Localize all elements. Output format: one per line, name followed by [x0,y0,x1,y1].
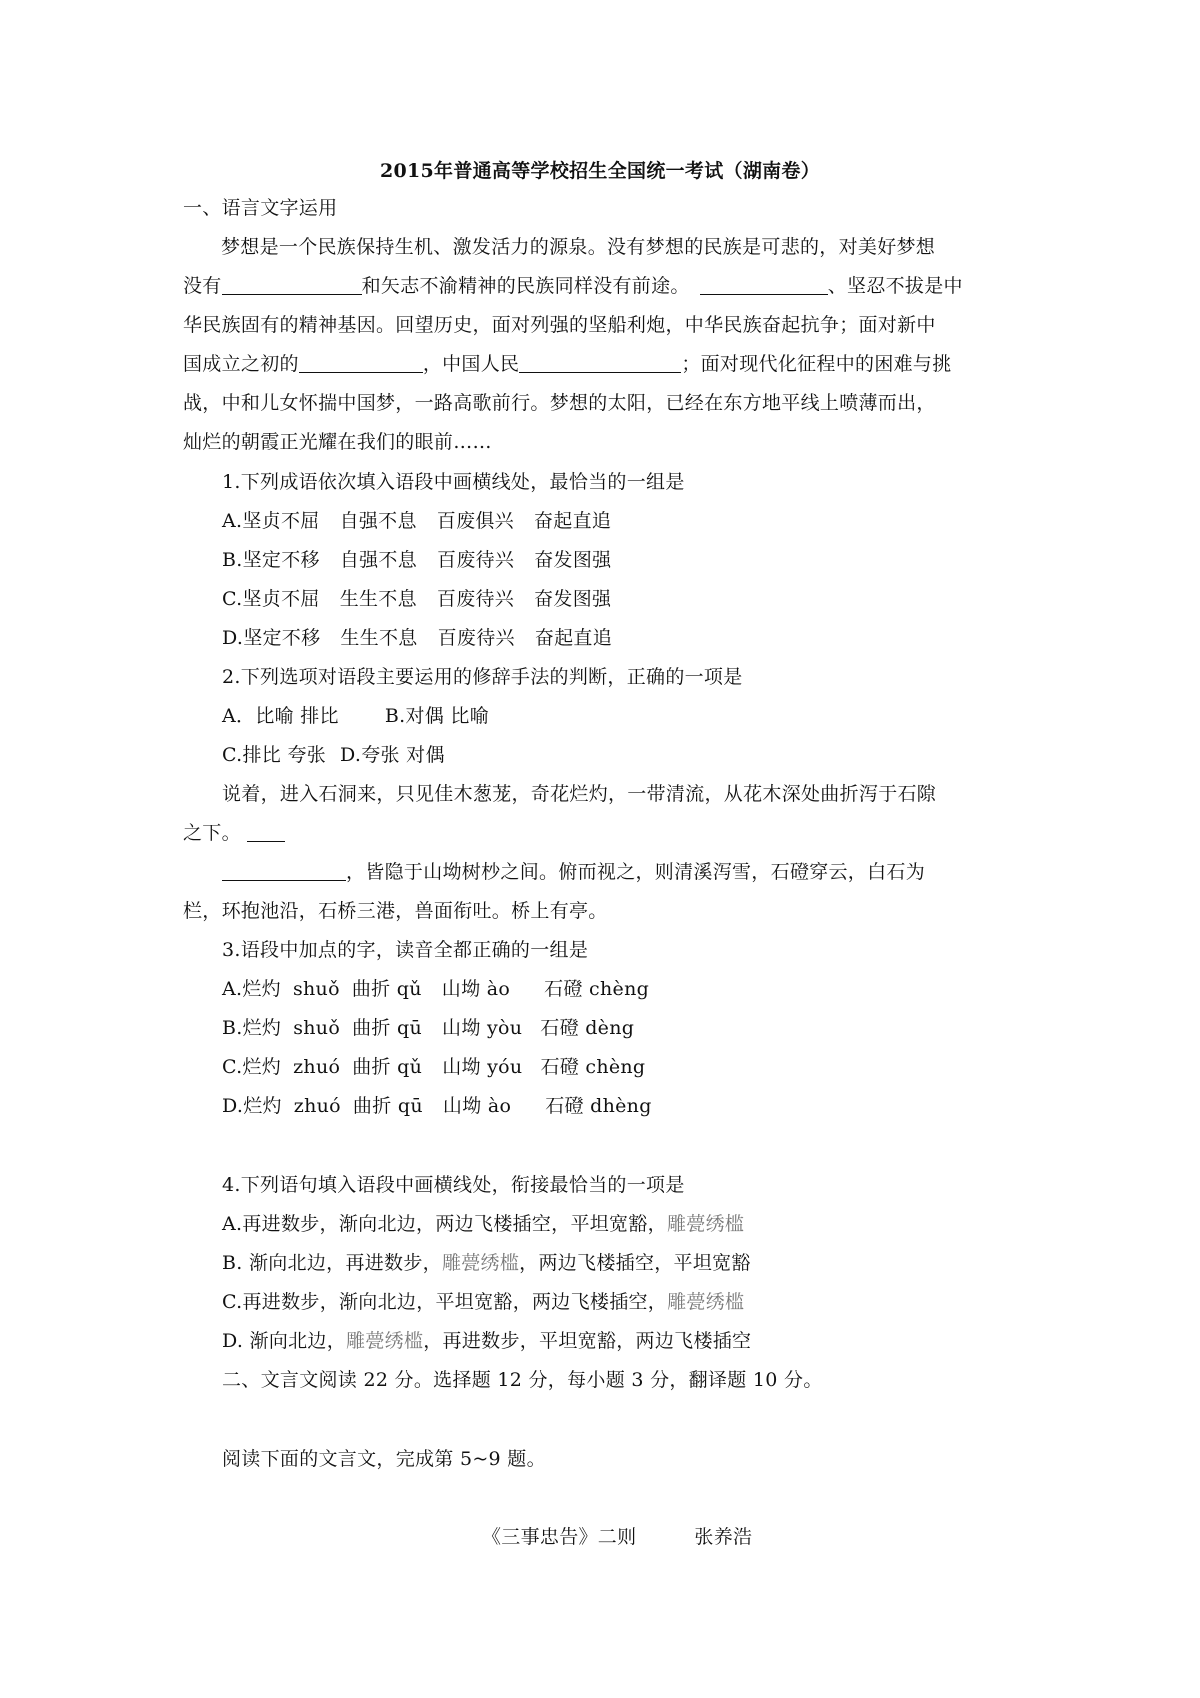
section2-heading: 二、文言文阅读 22 分。选择题 12 分，每小题 3 分，翻译题 10 分。 [222,1369,823,1391]
option-text: 曲折 qū [352,1017,423,1039]
option-text: D.烂灼 [222,1095,282,1117]
q4-option-a [222,1211,744,1237]
option-text: 百废待兴 [437,627,515,649]
q2-options-row1 [222,703,489,729]
para1-line2 [183,273,963,299]
option-text: D.夸张 对偶 [340,744,445,766]
option-text: 雕甍绣槛 [441,1252,520,1274]
option-text: B.烂灼 [222,1017,282,1039]
para2-text: 之下。 [183,822,241,844]
fill-blank [222,274,362,295]
para1-line5: 战，中和儿女怀揣中国梦，一路高歌前行。梦想的太阳，已经在东方地平线上喷薄而出， [183,392,936,414]
option-text: A.坚贞不屈 [222,510,320,532]
option-text: C.坚贞不屈 [222,588,320,610]
option-text: 山坳 yòu [442,1017,523,1039]
para1-text: ，中国人民 [422,353,520,375]
para1-text: 、坚忍不拔是中 [827,275,963,297]
q1-option-d [222,625,612,651]
option-text: 自强不息 [339,549,418,571]
option-text: 生生不息 [339,588,417,610]
para2-line2 [183,820,285,846]
option-text: 奋发图强 [534,588,612,610]
q2-options-row2 [222,742,445,768]
option-text: 生生不息 [340,627,418,649]
option-text: A．比喻 排比 [222,705,339,727]
option-text: 百废俱兴 [436,510,514,532]
option-text: 山坳 ào [441,978,511,1000]
q3-option-d [222,1093,652,1119]
para1-text: ；面对现代化征程中的困难与挑 [681,353,952,375]
section1-heading: 一、语言文字运用 [183,197,338,219]
option-text: 石磴 chèng [544,978,650,1000]
option-text: 曲折 qǔ [351,978,422,1000]
work-title-line [482,1524,752,1550]
option-text: 曲折 qū [352,1095,423,1117]
option-text: 雕甍绣槛 [666,1213,745,1235]
fill-blank [247,821,285,842]
q4-option-b [222,1250,751,1276]
q4-stem: 4.下列语句填入语段中画横线处，衔接最恰当的一项是 [222,1174,685,1196]
option-text: 山坳 ào [442,1095,512,1117]
fill-blank [299,352,423,373]
option-text: 雕甍绣槛 [346,1330,424,1352]
q3-option-a [222,976,649,1002]
para1-line4 [183,351,952,377]
option-text: 奋起直追 [534,627,613,649]
q1-option-a [222,508,611,534]
option-text: 石磴 dèng [540,1017,635,1039]
work-title: 《三事忠告》二则 [482,1526,637,1548]
q2-stem: 2.下列选项对语段主要运用的修辞手法的判断，正确的一项是 [222,666,743,688]
para2-line3 [222,859,925,885]
exam-title: 2015年普通高等学校招生全国统一考试（湖南卷） [379,160,821,182]
para2-text: ，皆隐于山坳树杪之间。俯而视之，则清溪泻雪，石磴穿云，白石为 [346,861,926,883]
q3-option-b [222,1015,634,1041]
option-text: 山坳 yóu [442,1056,523,1078]
option-text: 自强不息 [339,510,417,532]
para2-line4: 栏，环抱池沿，石桥三港，兽面衔吐。桥上有亭。 [183,900,608,922]
q1-option-b [222,547,611,573]
para1-text: 国成立之初的 [183,353,299,375]
q3-option-c [222,1054,645,1080]
q1-stem: 1.下列成语依次填入语段中画横线处，最恰当的一组是 [222,471,685,493]
option-text: 雕甍绣槛 [667,1291,745,1313]
q4-option-d [222,1328,751,1354]
para2-line1: 说着，进入石洞来，只见佳木葱茏，奇花烂灼，一带清流，从花木深处曲折泻于石隙 [222,783,937,805]
para1-line1: 梦想是一个民族保持生机、激发活力的源泉。没有梦想的民族是可悲的，对美好梦想 [221,236,936,258]
option-text: C.烂灼 [222,1056,282,1078]
para1-line3: 华民族固有的精神基因。回望历史，面对列强的坚船利炮，中华民族奋起抗争；面对新中 [183,314,936,336]
option-text: zhuó [293,1095,341,1117]
para1-text: 和矢志不渝精神的民族同样没有前途。 [361,275,690,297]
section2-instruction: 阅读下面的文言文，完成第 5~9 题。 [222,1448,546,1470]
option-text: 百废待兴 [436,588,515,610]
fill-blank [519,352,681,373]
para1-line6: 灿烂的朝霞正光耀在我们的眼前…… [183,431,492,453]
option-text: zhuó [293,1056,341,1078]
option-text: 百废待兴 [437,549,515,571]
option-text: D.坚定不移 [222,627,321,649]
option-text: 奋发图强 [534,549,612,571]
q1-option-c [222,586,611,612]
option-text: A.烂灼 [222,978,281,1000]
option-text: C.再进数步，渐向北边，平坦宽豁，两边飞楼插空， [222,1291,668,1313]
option-text: ，两边飞楼插空，平坦宽豁 [519,1252,751,1274]
option-text: shuǒ [293,1017,341,1039]
fill-blank [700,274,828,295]
q3-stem: 3.语段中加点的字，读音全都正确的一组是 [222,939,589,961]
option-text: 奋起直追 [533,510,612,532]
author-name: 张养浩 [694,1526,753,1548]
option-text: B.坚定不移 [222,549,320,571]
option-text: 石磴 chèng [540,1056,646,1078]
option-text: shuǒ [292,978,340,1000]
q4-option-c [222,1289,744,1315]
option-text: C.排比 夸张 [222,744,327,766]
option-text: ，再进数步，平坦宽豁，两边飞楼插空 [423,1330,752,1352]
option-text: A.再进数步，渐向北边，两边飞楼插空，平坦宽豁， [222,1213,667,1235]
para1-text: 没有 [183,275,222,297]
option-text: 石磴 dhèng [545,1095,652,1117]
option-text: 曲折 qǔ [352,1056,423,1078]
option-text: B. 渐向北边，再进数步， [222,1252,442,1274]
option-text: D. 渐向北边， [222,1330,347,1352]
option-text: B.对偶 比喻 [384,705,490,727]
fill-blank [222,860,346,881]
